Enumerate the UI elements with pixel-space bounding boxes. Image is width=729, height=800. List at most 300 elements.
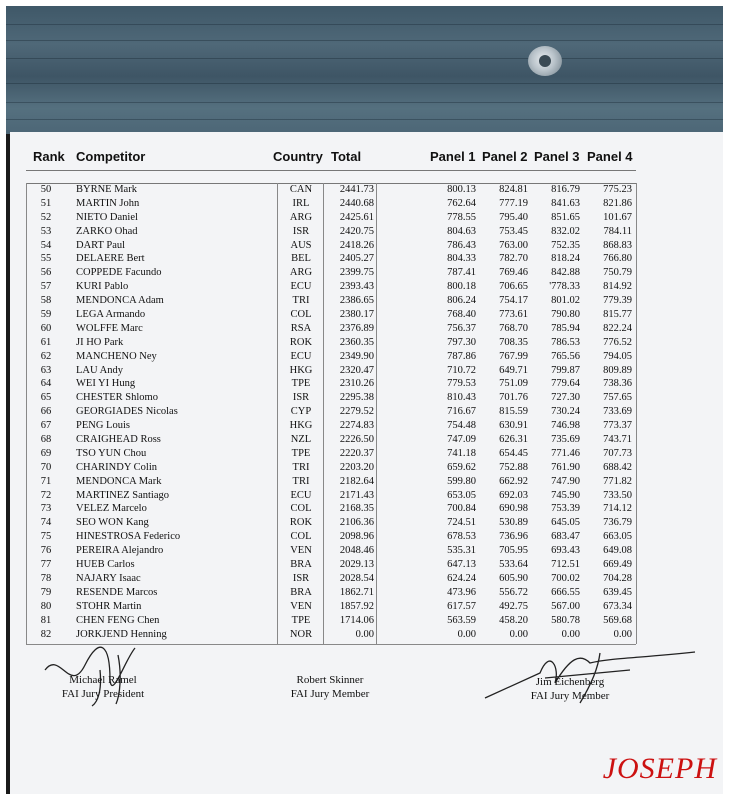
country-cell: HKG	[289, 364, 313, 376]
grid-line	[636, 183, 637, 644]
country-cell: ISR	[292, 392, 310, 404]
panel-4-cell: 757.65	[603, 392, 632, 404]
competitor-cell: SEO WON Kang	[76, 517, 149, 529]
rank-cell: 56	[40, 267, 52, 279]
panel-3-cell: 730.24	[551, 406, 580, 418]
header-panel-2: Panel 2	[482, 149, 528, 164]
rank-cell: 78	[40, 572, 52, 584]
total-cell: 2320.47	[339, 364, 374, 376]
panel-2-cell: 763.00	[499, 239, 528, 251]
panel-4-cell: 779.39	[603, 295, 632, 307]
panel-2-cell: 701.76	[499, 392, 528, 404]
total-cell: 2048.46	[339, 545, 374, 557]
competitor-cell: STOHR Martin	[76, 600, 142, 612]
panel-2-cell: 556.72	[499, 586, 528, 598]
header-panel-4: Panel 4	[587, 149, 633, 164]
panel-2-cell: 815.59	[499, 406, 528, 418]
panel-1-cell: 0.00	[457, 628, 476, 640]
country-cell: VEN	[290, 600, 312, 612]
panel-4-cell: 809.89	[603, 364, 632, 376]
country-cell: CAN	[289, 184, 313, 195]
country-cell: BRA	[290, 559, 312, 571]
country-cell: COL	[290, 309, 312, 321]
panel-2-cell: 782.70	[499, 253, 528, 265]
competitor-cell: HUEB Carlos	[76, 559, 135, 571]
panel-4-cell: 669.49	[603, 559, 632, 571]
country-cell: ARG	[289, 267, 313, 279]
competitor-cell: VELEZ Marcelo	[76, 503, 147, 515]
panel-4-cell: 750.79	[603, 267, 632, 279]
rank-cell: 80	[40, 600, 52, 612]
total-cell: 2274.83	[339, 420, 374, 432]
panel-3-cell: 816.79	[551, 184, 580, 195]
panel-1-cell: 653.05	[447, 489, 476, 501]
panel-4-cell: 821.86	[603, 197, 632, 209]
competitor-cell: PENG Louis	[76, 420, 130, 432]
panel-1-cell: 700.84	[447, 503, 476, 515]
rank-cell: 59	[40, 309, 52, 321]
competitor-cell: BYRNE Mark	[76, 184, 137, 195]
panel-4-cell: 773.37	[603, 420, 632, 432]
country-cell: COL	[290, 503, 312, 515]
total-cell: 2028.54	[339, 572, 374, 584]
panel-4-cell: 704.28	[603, 572, 632, 584]
competitor-cell: MENDONCA Adam	[76, 295, 164, 307]
competitor-cell: WEI YI Hung	[76, 378, 136, 390]
results-table	[26, 183, 634, 641]
panel-2-cell: 649.71	[499, 364, 528, 376]
country-cell: ROK	[289, 336, 313, 348]
panel-3-cell: 746.98	[551, 420, 580, 432]
country-cell: ECU	[290, 489, 312, 501]
panel-1-cell: 787.41	[447, 267, 476, 279]
country-cell: ECU	[290, 281, 312, 293]
total-cell: 2098.96	[339, 531, 374, 543]
country-cell: VEN	[290, 545, 312, 557]
signature-3-name: Jim Eichenberg	[535, 676, 605, 688]
panel-1-cell: 659.62	[447, 461, 476, 473]
panel-1-cell: 473.96	[447, 586, 476, 598]
panel-4-cell: 707.73	[603, 447, 632, 459]
country-cell: ISR	[292, 572, 310, 584]
panel-1-cell: 762.64	[447, 197, 476, 209]
rank-cell: 54	[40, 239, 52, 251]
table-row	[26, 225, 634, 239]
total-cell: 2418.26	[339, 239, 374, 251]
country-cell: HKG	[289, 420, 313, 432]
signature-1-role: FAI Jury President	[61, 688, 145, 700]
panel-4-cell: 673.34	[603, 600, 632, 612]
country-cell: TRI	[292, 295, 310, 307]
table-row	[26, 447, 634, 461]
table-row	[26, 516, 634, 530]
table-row	[26, 558, 634, 572]
panel-3-cell: 745.90	[551, 489, 580, 501]
rank-cell: 66	[40, 406, 52, 418]
panel-3-cell: 753.39	[551, 503, 580, 515]
panel-2-cell: 769.46	[499, 267, 528, 279]
total-cell: 2425.61	[339, 211, 374, 223]
table-row	[26, 405, 634, 419]
table-row	[26, 364, 634, 378]
panel-4-cell: 733.69	[603, 406, 632, 418]
competitor-cell: DART Paul	[76, 239, 126, 251]
table-row	[26, 183, 634, 197]
panel-4-cell: 639.45	[603, 586, 632, 598]
country-cell: NOR	[289, 628, 313, 640]
header-country: Country	[273, 149, 323, 164]
panel-2-cell: 662.92	[499, 475, 528, 487]
table-row	[26, 391, 634, 405]
panel-1-cell: 800.13	[447, 184, 476, 195]
panel-2-cell: 492.75	[499, 600, 528, 612]
table-row	[26, 266, 634, 280]
panel-1-cell: 804.33	[447, 253, 476, 265]
header-total: Total	[331, 149, 362, 164]
header-rank: Rank	[33, 149, 65, 164]
panel-3-cell: 666.55	[551, 586, 580, 598]
competitor-cell: NIETO Daniel	[76, 211, 138, 223]
table-row	[26, 211, 634, 225]
rank-cell: 77	[40, 559, 52, 571]
competitor-cell: MARTINEZ Santiago	[76, 489, 169, 501]
competitor-cell: WOLFFE Marc	[76, 322, 143, 334]
competitor-cell: COPPEDE Facundo	[76, 267, 162, 279]
competitor-cell: MENDONCA Mark	[76, 475, 162, 487]
panel-2-cell: 458.20	[499, 614, 528, 626]
rank-cell: 63	[40, 364, 52, 376]
total-cell: 2393.43	[339, 281, 374, 293]
panel-2-cell: 753.45	[499, 225, 528, 237]
panel-4-cell: 784.11	[603, 225, 632, 237]
panel-3-cell: 712.51	[551, 559, 580, 571]
country-cell: TPE	[291, 614, 311, 626]
rank-cell: 76	[40, 545, 52, 557]
panel-2-cell: 706.65	[499, 281, 528, 293]
panel-4-cell: 766.80	[603, 253, 632, 265]
panel-3-cell: 801.02	[551, 295, 580, 307]
competitor-cell: CHEN FENG Chen	[76, 614, 160, 626]
competitor-cell: JORKJEND Henning	[76, 628, 167, 640]
table-row	[26, 489, 634, 503]
panel-4-cell: 733.50	[603, 489, 632, 501]
table-row	[26, 308, 634, 322]
panel-3-cell: 683.47	[551, 531, 580, 543]
table-row	[26, 239, 634, 253]
competitor-cell: CHESTER Shlomo	[76, 392, 158, 404]
total-cell: 2380.17	[339, 309, 374, 321]
total-cell: 2376.89	[339, 322, 374, 334]
panel-2-cell: 0.00	[509, 628, 528, 640]
rank-cell: 81	[40, 614, 52, 626]
panel-2-cell: 767.99	[499, 350, 528, 362]
rank-cell: 51	[40, 197, 52, 209]
panel-1-cell: 779.53	[447, 378, 476, 390]
panel-1-cell: 535.31	[447, 545, 476, 557]
total-cell: 2029.13	[339, 559, 374, 571]
table-row	[26, 502, 634, 516]
panel-4-cell: 822.24	[603, 322, 632, 334]
total-cell: 2220.37	[339, 447, 374, 459]
rank-cell: 79	[40, 586, 52, 598]
rank-cell: 64	[40, 378, 52, 390]
panel-2-cell: 795.40	[499, 211, 528, 223]
panel-3-cell: '778.33	[549, 281, 580, 293]
panel-4-cell: 688.42	[603, 461, 632, 473]
panel-4-cell: 775.23	[603, 184, 632, 195]
panel-3-cell: 765.56	[551, 350, 580, 362]
panel-3-cell: 735.69	[551, 434, 580, 446]
panel-3-cell: 727.30	[551, 392, 580, 404]
panel-2-cell: 736.96	[499, 531, 528, 543]
panel-1-cell: 724.51	[447, 517, 476, 529]
country-cell: IRL	[292, 197, 310, 209]
panel-4-cell: 0.00	[613, 628, 632, 640]
competitor-cell: CRAIGHEAD Ross	[76, 434, 161, 446]
panel-1-cell: 716.67	[447, 406, 476, 418]
total-cell: 1862.71	[339, 586, 374, 598]
panel-1-cell: 624.24	[447, 572, 476, 584]
table-row	[26, 336, 634, 350]
panel-4-cell: 649.08	[603, 545, 632, 557]
panel-3-cell: 779.64	[551, 378, 580, 390]
rank-cell: 60	[40, 322, 52, 334]
competitor-cell: GEORGIADES Nicolas	[76, 406, 178, 418]
bolt-icon	[528, 46, 562, 76]
country-cell: ROK	[289, 517, 313, 529]
panel-1-cell: 617.57	[447, 600, 476, 612]
panel-2-cell: 626.31	[499, 434, 528, 446]
rank-cell: 75	[40, 531, 52, 543]
country-cell: CYP	[290, 406, 312, 418]
competitor-cell: CHARINDY Colin	[76, 461, 157, 473]
total-cell: 1714.06	[339, 614, 374, 626]
table-row	[26, 350, 634, 364]
total-cell: 2386.65	[339, 295, 374, 307]
panel-3-cell: 0.00	[561, 628, 580, 640]
total-cell: 2279.52	[339, 406, 374, 418]
rank-cell: 71	[40, 475, 52, 487]
rank-cell: 72	[40, 489, 52, 501]
total-cell: 2171.43	[339, 489, 374, 501]
table-row	[26, 600, 634, 614]
rank-cell: 62	[40, 350, 52, 362]
total-cell: 2106.36	[339, 517, 374, 529]
panel-3-cell: 832.02	[551, 225, 580, 237]
table-row	[26, 377, 634, 391]
total-cell: 1857.92	[339, 600, 374, 612]
panel-4-cell: 738.36	[603, 378, 632, 390]
panel-3-cell: 752.35	[551, 239, 580, 251]
rank-cell: 58	[40, 295, 52, 307]
table-row	[26, 280, 634, 294]
competitor-cell: MARTIN John	[76, 197, 140, 209]
panel-1-cell: 806.24	[447, 295, 476, 307]
panel-4-cell: 569.68	[603, 614, 632, 626]
signature-2-role: FAI Jury Member	[290, 688, 370, 700]
panel-3-cell: 785.94	[551, 322, 580, 334]
panel-1-cell: 741.18	[447, 447, 476, 459]
competitor-cell: ZARKO Ohad	[76, 225, 138, 237]
panel-4-cell: 714.12	[603, 503, 632, 515]
competitor-cell: LEGA Armando	[76, 309, 146, 321]
total-cell: 2420.75	[339, 225, 374, 237]
panel-1-cell: 787.86	[447, 350, 476, 362]
panel-4-cell: 663.05	[603, 531, 632, 543]
total-cell: 2168.35	[339, 503, 374, 515]
rank-cell: 74	[40, 517, 52, 529]
country-cell: ECU	[290, 350, 312, 362]
total-cell: 2360.35	[339, 336, 374, 348]
panel-3-cell: 790.80	[551, 309, 580, 321]
country-cell: TPE	[291, 447, 311, 459]
total-cell: 2399.75	[339, 267, 374, 279]
table-row	[26, 197, 634, 211]
country-cell: ARG	[289, 211, 313, 223]
total-cell: 2440.68	[339, 197, 374, 209]
table-row	[26, 544, 634, 558]
panel-1-cell: 754.48	[447, 420, 476, 432]
panel-4-cell: 868.83	[603, 239, 632, 251]
country-cell: BEL	[291, 253, 311, 265]
panel-2-cell: 708.35	[499, 336, 528, 348]
rank-cell: 50	[40, 184, 52, 195]
country-cell: NZL	[290, 434, 312, 446]
panel-2-cell: 533.64	[499, 559, 528, 571]
country-cell: AUS	[290, 239, 312, 251]
panel-3-cell: 700.02	[551, 572, 580, 584]
panel-4-cell: 101.67	[603, 211, 632, 223]
table-row	[26, 572, 634, 586]
competitor-cell: DELAERE Bert	[76, 253, 145, 265]
panel-1-cell: 756.37	[447, 322, 476, 334]
panel-1-cell: 797.30	[447, 336, 476, 348]
table-row	[26, 433, 634, 447]
competitor-cell: KURI Pablo	[76, 281, 129, 293]
panel-3-cell: 761.90	[551, 461, 580, 473]
panel-1-cell: 647.13	[447, 559, 476, 571]
country-cell: RSA	[290, 322, 312, 334]
rank-cell: 69	[40, 447, 52, 459]
rank-cell: 53	[40, 225, 52, 237]
panel-2-cell: 692.03	[499, 489, 528, 501]
panel-4-cell: 814.92	[603, 281, 632, 293]
watermark: JOSEPH	[602, 752, 717, 785]
total-cell: 2203.20	[339, 461, 374, 473]
panel-1-cell: 563.59	[447, 614, 476, 626]
rank-cell: 65	[40, 392, 52, 404]
rank-cell: 68	[40, 434, 52, 446]
signature-2-name: Robert Skinner	[296, 674, 364, 686]
panel-2-cell: 777.19	[499, 197, 528, 209]
panel-3-cell: 799.87	[551, 364, 580, 376]
header-panel-3: Panel 3	[534, 149, 580, 164]
rank-cell: 55	[40, 253, 52, 265]
total-cell: 2182.64	[339, 475, 374, 487]
country-cell: BRA	[290, 586, 312, 598]
panel-1-cell: 768.40	[447, 309, 476, 321]
panel-1-cell: 786.43	[447, 239, 476, 251]
country-cell: COL	[290, 531, 312, 543]
panel-2-cell: 630.91	[499, 420, 528, 432]
total-cell: 2310.26	[339, 378, 374, 390]
panel-1-cell: 710.72	[447, 364, 476, 376]
competitor-cell: MANCHENO Ney	[76, 350, 157, 362]
country-cell: ISR	[292, 225, 310, 237]
panel-3-cell: 842.88	[551, 267, 580, 279]
table-row	[26, 294, 634, 308]
rank-cell: 82	[40, 628, 52, 640]
signature-3-role: FAI Jury Member	[530, 690, 610, 702]
rank-cell: 70	[40, 461, 52, 473]
country-cell: TRI	[292, 475, 310, 487]
panel-4-cell: 794.05	[603, 350, 632, 362]
panel-2-cell: 754.17	[499, 295, 528, 307]
total-cell: 0.00	[355, 628, 374, 640]
header-competitor: Competitor	[76, 149, 146, 164]
table-row	[26, 475, 634, 489]
total-cell: 2226.50	[339, 434, 374, 446]
table-row	[26, 530, 634, 544]
panel-2-cell: 752.88	[499, 461, 528, 473]
panel-3-cell: 645.05	[551, 517, 580, 529]
table-row	[26, 586, 634, 600]
panel-1-cell: 800.18	[447, 281, 476, 293]
rank-cell: 57	[40, 281, 52, 293]
competitor-cell: HINESTROSA Federico	[76, 531, 181, 543]
rank-cell: 61	[40, 336, 52, 348]
panel-2-cell: 690.98	[499, 503, 528, 515]
competitor-cell: PEREIRA Alejandro	[76, 545, 164, 557]
table-row	[26, 461, 634, 475]
table-row	[26, 252, 634, 266]
competitor-cell: NAJARY Isaac	[76, 572, 141, 584]
rank-cell: 73	[40, 503, 52, 515]
panel-3-cell: 747.90	[551, 475, 580, 487]
panel-2-cell: 768.70	[499, 322, 528, 334]
header-panel-1: Panel 1	[430, 149, 476, 164]
panel-1-cell: 810.43	[447, 392, 476, 404]
wooden-board	[6, 6, 723, 134]
panel-2-cell: 605.90	[499, 572, 528, 584]
panel-2-cell: 773.61	[499, 309, 528, 321]
panel-1-cell: 678.53	[447, 531, 476, 543]
panel-1-cell: 747.09	[447, 434, 476, 446]
panel-2-cell: 654.45	[499, 447, 528, 459]
panel-4-cell: 815.77	[603, 309, 632, 321]
panel-2-cell: 751.09	[499, 378, 528, 390]
panel-2-cell: 705.95	[499, 545, 528, 557]
panel-4-cell: 771.82	[603, 475, 632, 487]
total-cell: 2405.27	[339, 253, 374, 265]
panel-3-cell: 818.24	[551, 253, 580, 265]
panel-3-cell: 851.65	[551, 211, 580, 223]
total-cell: 2441.73	[339, 184, 374, 195]
panel-2-cell: 824.81	[499, 184, 528, 195]
panel-3-cell: 693.43	[551, 545, 580, 557]
panel-4-cell: 736.79	[603, 517, 632, 529]
panel-4-cell: 776.52	[603, 336, 632, 348]
competitor-cell: TSO YUN Chou	[76, 447, 147, 459]
panel-3-cell: 841.63	[551, 197, 580, 209]
panel-3-cell: 567.00	[551, 600, 580, 612]
total-cell: 2349.90	[339, 350, 374, 362]
panel-3-cell: 580.78	[551, 614, 580, 626]
table-row	[26, 614, 634, 628]
competitor-cell: JI HO Park	[76, 336, 124, 348]
signature-1-name: Michael Ramel	[69, 674, 137, 686]
panel-1-cell: 804.63	[447, 225, 476, 237]
